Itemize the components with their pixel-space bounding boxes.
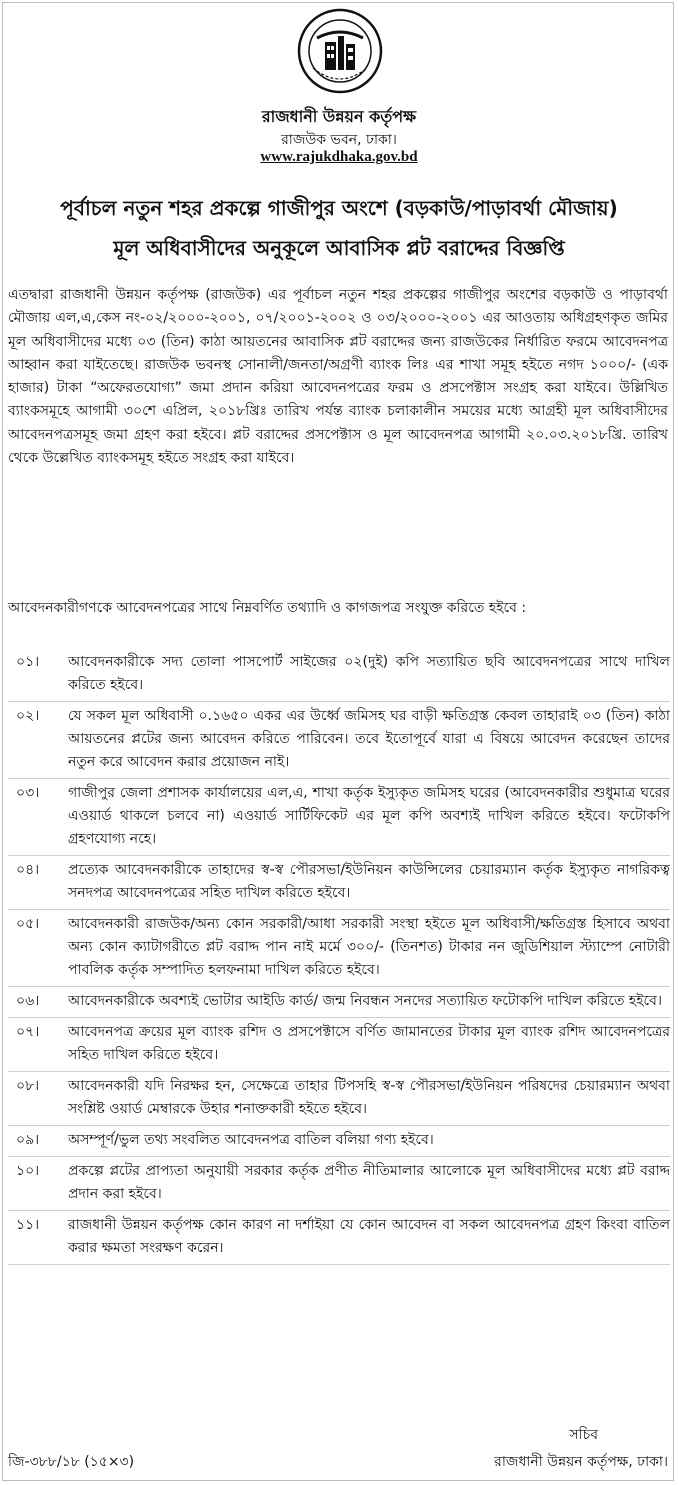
requirement-item bbox=[8, 856, 670, 910]
signatory-title: সচিব bbox=[569, 1427, 598, 1443]
item-number: ০৬। bbox=[16, 993, 40, 1009]
item-text: গাজীপুর জেলা প্রশাসক কার্যালয়ের এল,এ, শাখা কর্তৃক ইস্যুকৃত জমিসহ ঘরের (আবেদনকারীর শুধুমাত্র ঘরের এওয়ার্ড থাকলে চলবে না) এওয়ার্ড সার্টিফিকেট এর মূল কপি অবশ্যই দাখিল করিতে হইবে। ফটোকপি গ্রহণযোগ্য নহে। bbox=[68, 785, 670, 847]
requirement-item bbox=[8, 910, 670, 987]
item-number: ০৭। bbox=[16, 1024, 40, 1040]
item-number: ০২। bbox=[16, 708, 40, 724]
item-text: রাজধানী উন্নয়ন কর্তৃপক্ষ কোন কারণ না দর্শাইয়া যে কোন আবেদন বা সকল আবেদনপত্র গ্রহণ কিংবা বাতিল করার ক্ষমতা সংরক্ষণ করেন। bbox=[68, 1217, 670, 1256]
requirement-item bbox=[8, 1211, 670, 1265]
item-text: যে সকল মূল অধিবাসী ০.১৬৫০ একর এর উর্ধ্বে জমিসহ ঘর বাড়ী ক্ষতিগ্রস্ত কেবল তাহারাই ০৩ (তিন) কাঠা আয়তনের প্লটের জন্য আবেদন করিতে পারিবেন। তবে ইতোপূর্বে যারা এ বিষয়ে আবেদন করেছেন তাদের নতুন করে আবেদন করার প্রয়োজন নাই। bbox=[68, 708, 670, 770]
signatory-org: রাজধানী উন্নয়ন কর্তৃপক্ষ, ঢাকা। bbox=[494, 1454, 668, 1470]
requirement-item bbox=[8, 1126, 670, 1157]
requirement-item bbox=[8, 987, 670, 1018]
item-number: ০৪। bbox=[16, 862, 40, 878]
item-number: ০১। bbox=[16, 654, 40, 670]
requirement-item bbox=[8, 1018, 670, 1072]
notice-title-line1: পূর্বাচল নতুন শহর প্রকল্পে গাজীপুর অংশে (বড়কাউ/পাড়াবর্থা মৌজায়) bbox=[60, 196, 618, 220]
intro-paragraph: এতদ্বারা রাজধানী উন্নয়ন কর্তৃপক্ষ (রাজউক) এর পূর্বাচল নতুন শহর প্রকল্পের গাজীপুর অংশের বড়কাউ ও পাড়াবর্থা মৌজায় এল,এ,কেস নং-০২/২০০০-২০০১, ০৭/২০০১-২০০২ ও ০৩/২০০০-২০০১ এর আওতায় অধিগ্রহণকৃত জমির মূল অধিবাসীদের মধ্যে ০৩ (তিন) কাঠা আয়তনের আবাসিক প্লট বরাদ্দের জন্য রাজউকের নির্ধারিত ফরমে আবেদনপত্র আহ্বান করা যাইতেছে। রাজউক ভবনস্থ সোনালী/জনতা/অগ্রণী ব্যাংক লিঃ এর শাখা সমূহ হইতে নগদ ১০০০/- (এক হাজার) টাকা “অফেরতযোগ্য” জমা প্রদান করিয়া আবেদনপত্রের ফরম ও প্রসপেক্টাস সংগ্রহ করা যাইবে। উল্লিখিত ব্যাংকসমূহে আগামী ৩০শে এপ্রিল, ২০১৮খ্রিঃ তারিখ পর্যন্ত ব্যাংক চলাকালীন সময়ের মধ্যে আগ্রহী মূল অধিবাসীদের আবেদনপত্রসমূহ জমা গ্রহণ করা হইবে। প্লট বরাদ্দের প্রসপেক্টাস ও মূল আবেদনপত্র আগামী ২০.০৩.২০১৮খ্রি. তারিখ থেকে উল্লেখিত ব্যাংকসমূহ হইতে সংগ্রহ করা যাইবে। bbox=[8, 287, 668, 467]
requirement-item bbox=[8, 648, 670, 702]
item-number: ১১। bbox=[16, 1217, 40, 1233]
rajuk-logo-icon bbox=[297, 8, 383, 94]
requirement-item bbox=[8, 1072, 670, 1126]
item-number: ০৮। bbox=[16, 1078, 40, 1094]
item-text: আবেদনপত্র ক্রয়ের মূল ব্যাংক রশিদ ও প্রসপেক্টাসে বর্ণিত জামানতের টাকার মূল ব্যাংক রশিদ আবেদনপত্রের সহিত দাখিল করিতে হইবে। bbox=[68, 1024, 670, 1063]
item-text: প্রত্যেক আবেদনকারীকে তাহাদের স্ব-স্ব পৌরসভা/ইউনিয়ন কাউন্সিলের চেয়ারম্যান কর্তৃক ইস্যুকৃত নাগরিকত্ব সনদপত্র আবেদনপত্রের সহিত দাখিল করিতে হইবে। bbox=[68, 862, 670, 901]
item-number: ০৩। bbox=[16, 785, 40, 801]
requirement-item bbox=[8, 1157, 670, 1211]
item-number: ০৯। bbox=[16, 1132, 40, 1148]
requirement-item bbox=[8, 779, 670, 856]
reference-code: জি-৩৮৮/১৮ (১৫×৩) bbox=[8, 1454, 135, 1470]
org-address: রাজউক ভবন, ঢাকা। bbox=[281, 132, 397, 148]
requirements-intro: আবেদনকারীগণকে আবেদনপত্রের সাথে নিম্নবর্ণিত তথ্যাদি ও কাগজপত্র সংযুক্ত করিতে হইবে : bbox=[8, 600, 527, 616]
item-text: অসম্পূর্ণ/ভুল তথ্য সংবলিত আবেদনপত্র বাতিল বলিয়া গণ্য হইবে। bbox=[68, 1132, 434, 1148]
item-number: ১০। bbox=[16, 1163, 40, 1179]
notice-title-line2: মূল অধিবাসীদের অনুকূলে আবাসিক প্লট বরাদ্দের বিজ্ঞপ্তি bbox=[113, 236, 565, 260]
org-name: রাজধানী উন্নয়ন কর্তৃপক্ষ bbox=[261, 107, 417, 126]
item-text: আবেদনকারী যদি নিরক্ষর হন, সেক্ষেত্রে তাহার টিপসহি স্ব-স্ব পৌরসভা/ইউনিয়ন পরিষদের চেয়ারম্যান অথবা সংশ্লিষ্ট ওয়ার্ড মেম্বারকে উহার শনাক্তকারী হইতে হইবে। bbox=[68, 1078, 670, 1117]
item-text: আবেদনকারীকে সদ্য তোলা পাসপোর্ট সাইজের ০২(দুই) কপি সত্যায়িত ছবি আবেদনপত্রের সাথে দাখিল করিতে হইবে। bbox=[68, 654, 670, 693]
requirements-list bbox=[8, 648, 670, 1265]
item-text: আবেদনকারীকে অবশ্যই ভোটার আইডি কার্ড/ জন্ম নিবন্ধন সনদের সত্যায়িত ফটোকপি দাখিল করিতে হইবে। bbox=[68, 993, 662, 1009]
item-text: প্রকল্পে প্লটের প্রাপ্যতা অনুযায়ী সরকার কর্তৃক প্রণীত নীতিমালার আলোকে মূল অধিবাসীদের মধ্যে প্লট বরাদ্দ প্রদান করা হইবে। bbox=[68, 1163, 670, 1202]
item-text: আবেদনকারী রাজউক/অন্য কোন সরকারী/আধা সরকারী সংস্থা হইতে মূল অধিবাসী/ক্ষতিগ্রস্ত হিসাবে অথবা অন্য কোন ক্যাটাগরীতে প্লট বরাদ্দ পান নাই মর্মে ৩০০/- (তিনশত) টাকার নন জুডিশিয়াল স্ট্যাম্পে নোটারী পাবলিক কর্তৃক সম্পাদিত হলফনামা দাখিল করিতে হইবে। bbox=[68, 916, 670, 978]
requirement-item bbox=[8, 702, 670, 779]
item-number: ০৫। bbox=[16, 916, 40, 932]
website-link[interactable]: www.rajukdhaka.gov.bd bbox=[260, 149, 418, 165]
